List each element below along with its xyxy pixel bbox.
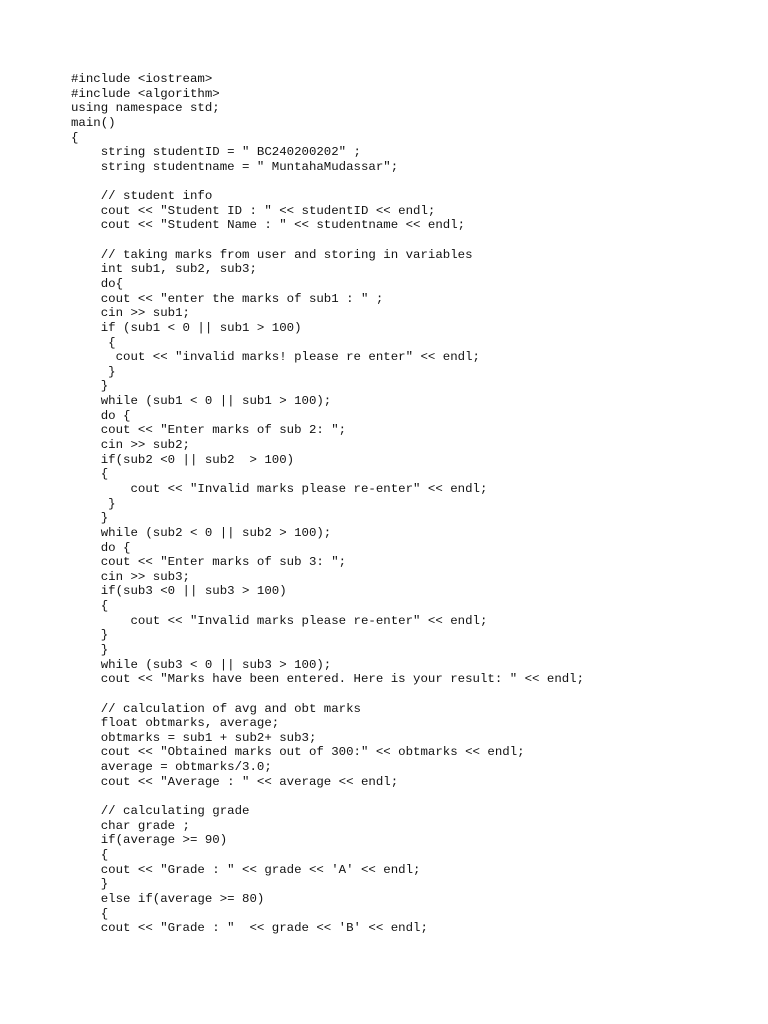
code-line: while (sub1 < 0 || sub1 > 100);: [71, 394, 332, 409]
code-line: cout << "invalid marks! please re enter" << endl;: [71, 350, 480, 365]
code-line: cin >> sub2;: [71, 438, 190, 453]
code-line: cout << "Invalid marks please re-enter" << endl;: [71, 481, 488, 496]
code-line: }: [71, 496, 116, 511]
code-line: // student info: [71, 189, 213, 204]
code-line: [71, 789, 751, 804]
code-line: {: [71, 906, 109, 921]
code-line: using namespace std;: [71, 101, 220, 116]
code-line: main(): [71, 115, 116, 130]
code-line: {: [71, 599, 109, 614]
code-line: cout << "enter the marks of sub1 : " ;: [71, 291, 384, 306]
code-line: float obtmarks, average;: [71, 716, 280, 731]
code-line: int sub1, sub2, sub3;: [71, 262, 257, 277]
code-line: }: [71, 877, 109, 892]
code-line: cin >> sub1;: [71, 306, 190, 321]
code-line: string studentname = " MuntahaMudassar";: [71, 159, 399, 174]
code-line: cout << "Grade : " << grade << 'B' << endl;: [71, 921, 428, 936]
code-line: #include <iostream>: [71, 72, 213, 86]
code-line: // taking marks from user and storing in variables: [71, 247, 473, 262]
code-line: }: [71, 379, 109, 394]
code-line: cout << "Invalid marks please re-enter" << endl;: [71, 613, 488, 628]
code-line: cout << "Enter marks of sub 2: ";: [71, 423, 347, 438]
code-line: cout << "Grade : " << grade << 'A' << endl;: [71, 862, 421, 877]
code-line: do{: [71, 276, 124, 291]
code-line: [71, 174, 751, 189]
code-line: if(average >= 90): [71, 833, 228, 848]
code-line: cout << "Student ID : " << studentID << endl;: [71, 203, 436, 218]
code-line: {: [71, 847, 109, 862]
code-line: cin >> sub3;: [71, 569, 190, 584]
code-line: if(sub3 <0 || sub3 > 100): [71, 584, 287, 599]
code-line: while (sub2 < 0 || sub2 > 100);: [71, 525, 332, 540]
code-line: {: [71, 130, 79, 145]
code-line: cout << "Student Name : " << studentname << endl;: [71, 218, 466, 233]
code-line: else if(average >= 80): [71, 891, 265, 906]
code-line: // calculating grade: [71, 804, 250, 819]
code-line: {: [71, 335, 116, 350]
code-line: #include <algorithm>: [71, 86, 220, 101]
code-line: average = obtmarks/3.0;: [71, 760, 272, 775]
code-block: [71, 72, 751, 936]
code-line: {: [71, 467, 109, 482]
code-line: do {: [71, 408, 131, 423]
code-line: // calculation of avg and obt marks: [71, 701, 361, 716]
code-line: }: [71, 364, 116, 379]
code-line: obtmarks = sub1 + sub2+ sub3;: [71, 730, 317, 745]
code-line: cout << "Average : " << average << endl;: [71, 774, 399, 789]
code-line: }: [71, 642, 109, 657]
code-line: if(sub2 <0 || sub2 > 100): [71, 452, 295, 467]
code-line: string studentID = " BC240200202" ;: [71, 145, 361, 160]
code-line: do {: [71, 540, 131, 555]
code-line: [71, 687, 751, 702]
code-line: cout << "Obtained marks out of 300:" << obtmarks << endl;: [71, 745, 525, 760]
code-line: while (sub3 < 0 || sub3 > 100);: [71, 657, 332, 672]
code-line: }: [71, 511, 109, 526]
code-line: }: [71, 628, 109, 643]
code-line: [71, 233, 751, 248]
code-line: cout << "Enter marks of sub 3: ";: [71, 555, 347, 570]
code-line: if (sub1 < 0 || sub1 > 100): [71, 320, 302, 335]
code-line: char grade ;: [71, 818, 190, 833]
code-line: cout << "Marks have been entered. Here is your result: " << endl;: [71, 672, 585, 687]
